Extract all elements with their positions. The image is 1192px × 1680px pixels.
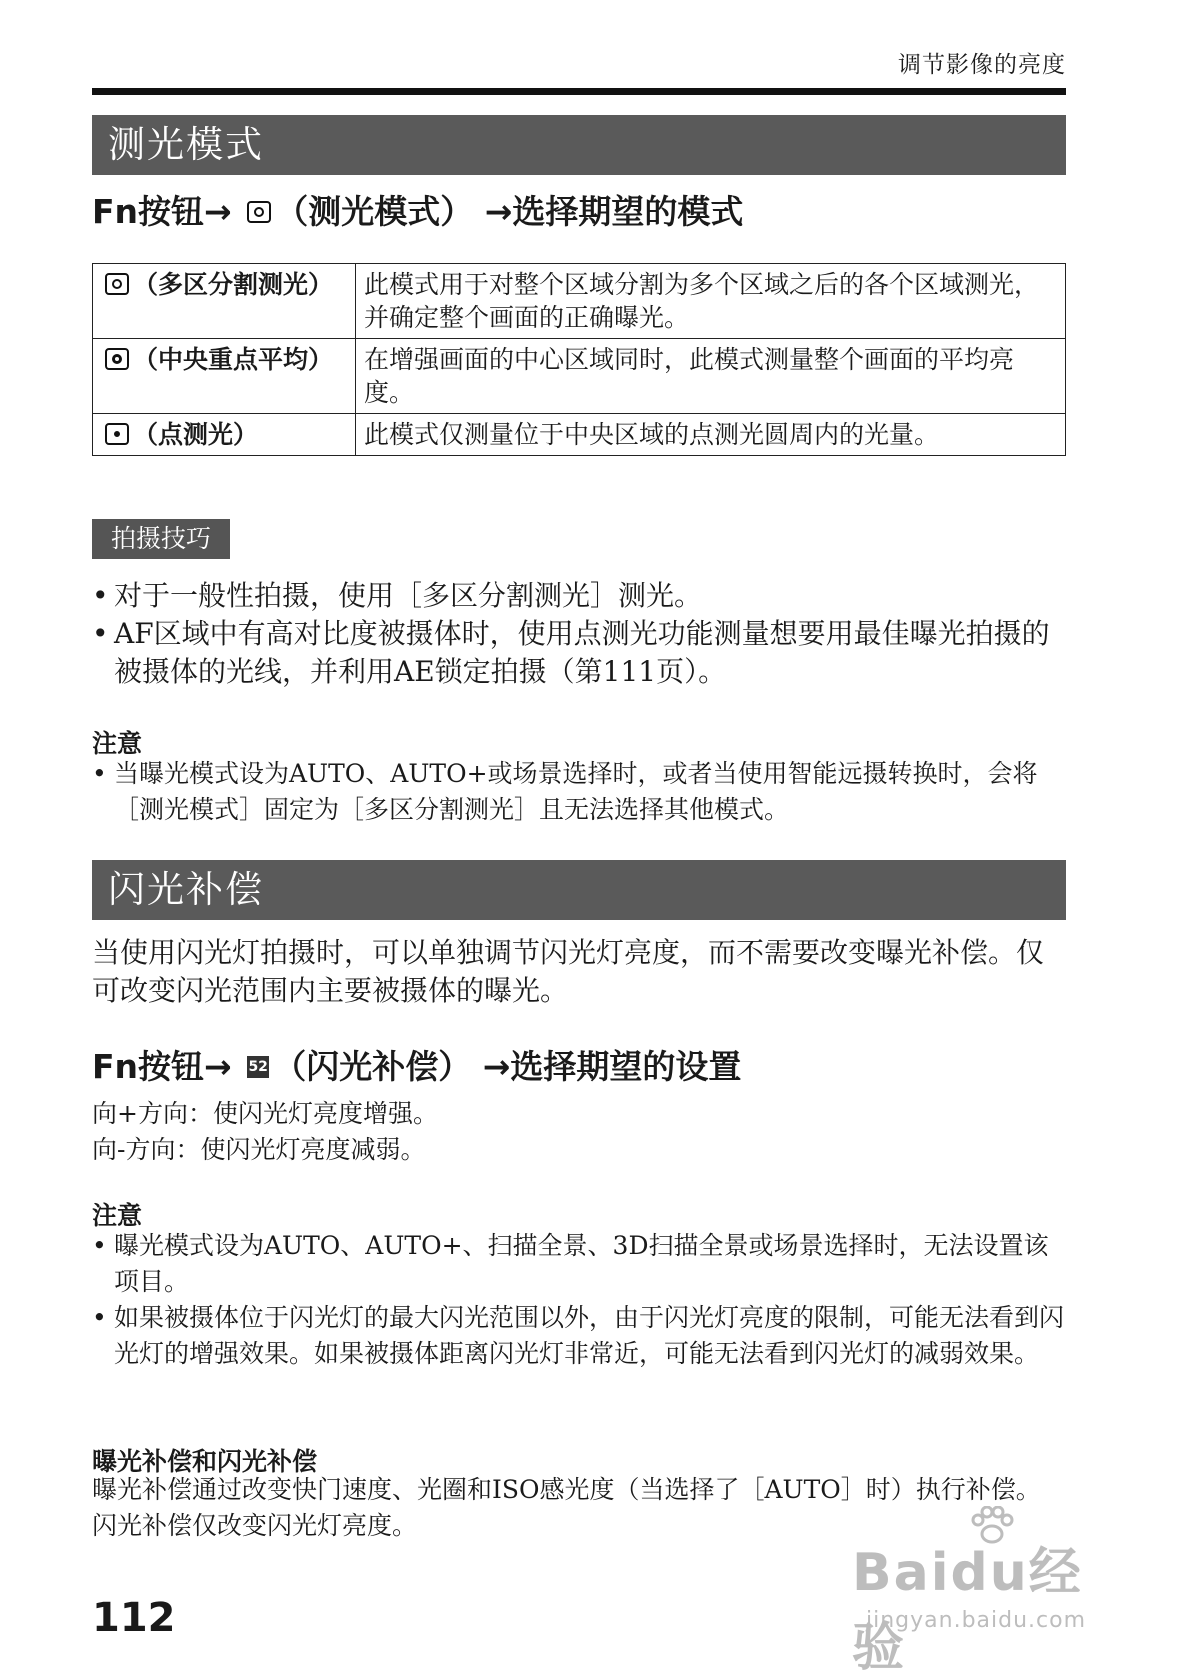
tips-list	[92, 577, 1066, 691]
list-item: • 对于一般性拍摄，使用［多区分割测光］测光。	[92, 577, 1066, 615]
watermark-url: jingyan.baidu.com	[866, 1608, 1087, 1633]
note-heading: 注意	[92, 1201, 143, 1230]
subsection-line: 闪光补偿仅改变闪光灯亮度。	[92, 1511, 418, 1540]
spot-metering-icon	[105, 423, 129, 445]
mode-name-cell	[93, 264, 356, 339]
mode-name-cell	[93, 414, 356, 456]
table-row	[93, 264, 1066, 339]
center-weighted-metering-icon	[105, 348, 129, 370]
watermark	[852, 1530, 1132, 1678]
flash-compensation-icon: 52	[247, 1056, 269, 1078]
header-rule	[92, 88, 1066, 95]
list-item: • AF区域中有高对比度被摄体时，使用点测光功能测量想要用最佳曝光拍摄的被摄体的光线，并利用AE锁定拍摄（第111页）。	[92, 615, 1066, 691]
mode-name: （中央重点平均）	[133, 345, 334, 374]
subsection-heading: 曝光补偿和闪光补偿	[92, 1447, 318, 1476]
section-title-flash: 闪光补偿	[92, 860, 1066, 920]
mode-name: （多区分割测光）	[133, 270, 334, 299]
metering-notes-list	[92, 756, 1066, 828]
running-header: 调节影像的亮度	[898, 52, 1066, 78]
section-title-metering: 测光模式	[92, 115, 1066, 175]
procedure-prefix: Fn按钮→	[92, 1047, 232, 1086]
table-row	[93, 414, 1066, 456]
procedure-suffix: →选择期望的设置	[482, 1047, 742, 1086]
flash-notes-list	[92, 1228, 1066, 1372]
table-row	[93, 339, 1066, 414]
list-item: • 如果被摄体位于闪光灯的最大闪光范围以外，由于闪光灯亮度的限制，可能无法看到闪光灯的增强效果。如果被摄体距离闪光灯非常近，可能无法看到闪光灯的减弱效果。	[92, 1300, 1066, 1372]
mode-description: 此模式仅测量位于中央区域的点测光圆周内的光量。	[356, 414, 1066, 456]
mode-name-cell	[93, 339, 356, 414]
multi-segment-metering-icon	[105, 273, 129, 295]
direction-minus: 向-方向：使闪光灯亮度减弱。	[92, 1135, 426, 1164]
metering-modes-table	[92, 263, 1066, 456]
flash-procedure	[92, 1041, 741, 1088]
metering-mode-icon	[247, 201, 271, 223]
mode-description: 在增强画面的中心区域同时，此模式测量整个画面的平均亮度。	[356, 339, 1066, 414]
procedure-item: （测光模式）	[275, 192, 474, 231]
flash-intro: 当使用闪光灯拍摄时，可以单独调节闪光灯亮度，而不需要改变曝光补偿。仅可改变闪光范围内主要被摄体的曝光。	[92, 936, 1045, 1007]
procedure-item: （闪光补偿）	[273, 1047, 472, 1086]
metering-procedure	[92, 186, 743, 233]
page-number: 112	[92, 1595, 176, 1641]
flash-directions	[92, 1096, 1066, 1168]
watermark-logo: Baidu经验	[852, 1543, 1083, 1678]
mode-description: 此模式用于对整个区域分割为多个区域之后的各个区域测光，并确定整个画面的正确曝光。	[356, 264, 1066, 339]
note-heading: 注意	[92, 729, 143, 758]
list-item: • 当曝光模式设为AUTO、AUTO+或场景选择时，或者当使用智能远摄转换时，会将［测光模式］固定为［多区分割测光］且无法选择其他模式。	[92, 756, 1066, 828]
mode-name: （点测光）	[133, 420, 259, 449]
subsection-line: 曝光补偿通过改变快门速度、光圈和ISO感光度（当选择了［AUTO］时）执行补偿。	[92, 1475, 1041, 1504]
list-item: • 曝光模式设为AUTO、AUTO+、扫描全景、3D扫描全景或场景选择时，无法设置该项目。	[92, 1228, 1066, 1300]
procedure-prefix: Fn按钮→	[92, 192, 232, 231]
tips-label: 拍摄技巧	[92, 519, 230, 559]
procedure-suffix: →选择期望的模式	[484, 192, 744, 231]
direction-plus: 向+方向：使闪光灯亮度增强。	[92, 1099, 438, 1128]
